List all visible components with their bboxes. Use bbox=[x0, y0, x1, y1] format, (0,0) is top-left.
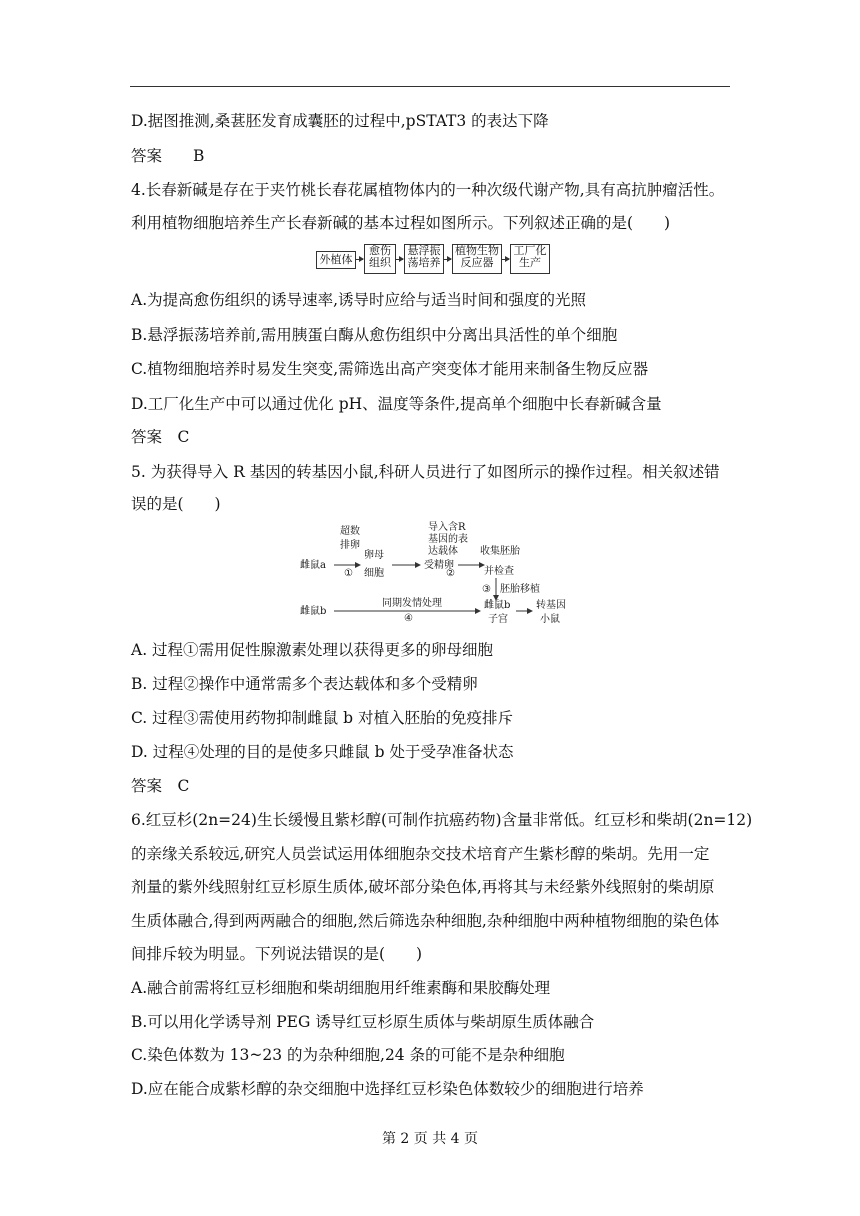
flow-box-bioreactor bbox=[452, 244, 502, 274]
label-superovulation-1: 超数 bbox=[340, 526, 360, 537]
q6-stem-line5: 间排斥较为明显。下列说法错误的是( ) bbox=[131, 945, 423, 963]
label-uterus-2: 子宫 bbox=[488, 614, 508, 625]
header-rule bbox=[130, 86, 730, 87]
q6-stem-line1: 6.红豆杉(2n=24)生长缓慢且紫杉醇(可制作抗癌药物)含量非常低。红豆杉和柴胡(2n=12) bbox=[131, 811, 753, 829]
flow-box-callus bbox=[364, 244, 396, 274]
q5-option-c: C. 过程③需使用药物抑制雌鼠 b 对植入胚胎的免疫排斥 bbox=[131, 709, 513, 727]
label-step-2: ② bbox=[446, 568, 455, 579]
flow-box-suspension-l2: 荡培养 bbox=[407, 256, 441, 269]
q3-answer: 答案 B bbox=[131, 147, 205, 165]
q4-option-c: C.植物细胞培养时易发生突变,需筛选出高产突变体才能用来制备生物反应器 bbox=[131, 360, 649, 378]
label-uterus-1: 雌鼠b bbox=[484, 600, 511, 611]
flow-arrow bbox=[395, 259, 403, 260]
q4-option-a: A.为提高愈伤组织的诱导速率,诱导时应给与适当时间和强度的光照 bbox=[131, 291, 587, 309]
label-embryo-transfer: 胚胎移植 bbox=[500, 584, 540, 595]
q5-option-b: B. 过程②操作中通常需多个表达载体和多个受精卵 bbox=[131, 675, 478, 693]
q6-stem-line3: 剂量的紫外线照射红豆杉原生质体,破坏部分染色体,再将其与未经紫外线照射的柴胡原 bbox=[131, 878, 715, 896]
q3-option-d: D.据图推测,桑葚胚发育成囊胚的过程中,pSTAT3 的表达下降 bbox=[131, 112, 549, 130]
q5-option-a: A. 过程①需用促性腺激素处理以获得更多的卵母细胞 bbox=[131, 641, 494, 659]
label-fertilized-egg: 受精卵 bbox=[424, 560, 454, 571]
flow-box-factory-l2: 生产 bbox=[519, 256, 541, 269]
label-oocyte-1: 卵母 bbox=[364, 550, 384, 561]
label-collect-2: 并检查 bbox=[484, 566, 514, 577]
q4-option-b: B.悬浮振荡培养前,需用胰蛋白酶从愈伤组织中分离出具活性的单个细胞 bbox=[131, 326, 618, 344]
q5-stem-line1: 5. 为获得导入 R 基因的转基因小鼠,科研人员进行了如图所示的操作过程。相关叙述错 bbox=[131, 463, 720, 481]
flow-box-suspension-l1: 悬浮振 bbox=[407, 244, 441, 257]
q6-stem-line4: 生质体融合,得到两两融合的细胞,然后筛选杂种细胞,杂种细胞中两种植物细胞的染色体 bbox=[131, 912, 720, 930]
flow-box-explant: 外植体 bbox=[316, 251, 356, 269]
label-r-vector-2: 基因的表 bbox=[428, 534, 468, 545]
flow-arrow bbox=[501, 259, 509, 260]
label-oocyte-2: 细胞 bbox=[364, 568, 384, 579]
q4-option-d: D.工厂化生产中可以通过优化 pH、温度等条件,提高单个细胞中长春新碱含量 bbox=[131, 395, 662, 413]
flow-box-bioreactor-l1: 植物生物 bbox=[455, 244, 499, 257]
label-step-3: ③ bbox=[482, 584, 491, 595]
q5-stem-line2: 误的是( ) bbox=[131, 495, 221, 513]
label-step-4: ④ bbox=[404, 613, 413, 624]
label-transgenic-2: 小鼠 bbox=[540, 614, 560, 625]
label-mouse-b: 雌鼠b bbox=[300, 606, 327, 617]
q4-stem-line1: 4.长春新碱是存在于夹竹桃长春花属植物体内的一种次级代谢产物,具有高抗肿瘤活性。 bbox=[131, 181, 725, 199]
q5-answer: 答案 C bbox=[131, 777, 190, 795]
q6-option-b: B.可以用化学诱导剂 PEG 诱导红豆杉原生质体与柴胡原生质体融合 bbox=[131, 1013, 595, 1031]
label-r-vector-3: 达载体 bbox=[428, 546, 458, 557]
flow-box-callus-l2: 组织 bbox=[369, 256, 391, 269]
flow-arrow bbox=[355, 259, 363, 260]
flow-box-bioreactor-l2: 反应器 bbox=[460, 256, 494, 269]
q6-stem-line2: 的亲缘关系较远,研究人员尝试运用体细胞杂交技术培育产生紫杉醇的柴胡。先用一定 bbox=[131, 845, 710, 863]
label-step-1: ① bbox=[344, 568, 353, 579]
label-sync-estrus: 同期发情处理 bbox=[382, 598, 442, 609]
label-superovulation-2: 排卵 bbox=[340, 540, 360, 551]
flow-box-factory-l1: 工厂化 bbox=[513, 244, 547, 257]
q6-option-a: A.融合前需将红豆杉细胞和柴胡细胞用纤维素酶和果胶酶处理 bbox=[131, 979, 551, 997]
q5-procedure-diagram bbox=[300, 520, 600, 628]
label-r-vector-1: 导入含R bbox=[428, 522, 466, 533]
flow-box-callus-l1: 愈伤 bbox=[369, 244, 391, 257]
label-mouse-a: 雌鼠a bbox=[300, 560, 326, 571]
q6-option-c: C.染色体数为 13~23 的为杂种细胞,24 条的可能不是杂种细胞 bbox=[131, 1046, 565, 1064]
q4-stem-line2: 利用植物细胞培养生产长春新碱的基本过程如图所示。下列叙述正确的是( ) bbox=[131, 214, 671, 232]
q6-option-d: D.应在能合成紫杉醇的杂交细胞中选择红豆杉染色体数较少的细胞进行培养 bbox=[131, 1080, 644, 1098]
page-footer: 第 2 页 共 4 页 bbox=[381, 1131, 479, 1147]
flow-box-factory bbox=[510, 244, 550, 274]
q5-option-d: D. 过程④处理的目的是使多只雌鼠 b 处于受孕准备状态 bbox=[131, 743, 514, 761]
flow-box-suspension bbox=[404, 244, 444, 274]
flow-arrow bbox=[443, 259, 451, 260]
label-collect-1: 收集胚胎 bbox=[480, 546, 520, 557]
label-transgenic-1: 转基因 bbox=[536, 600, 566, 611]
q4-answer: 答案 C bbox=[131, 428, 190, 446]
